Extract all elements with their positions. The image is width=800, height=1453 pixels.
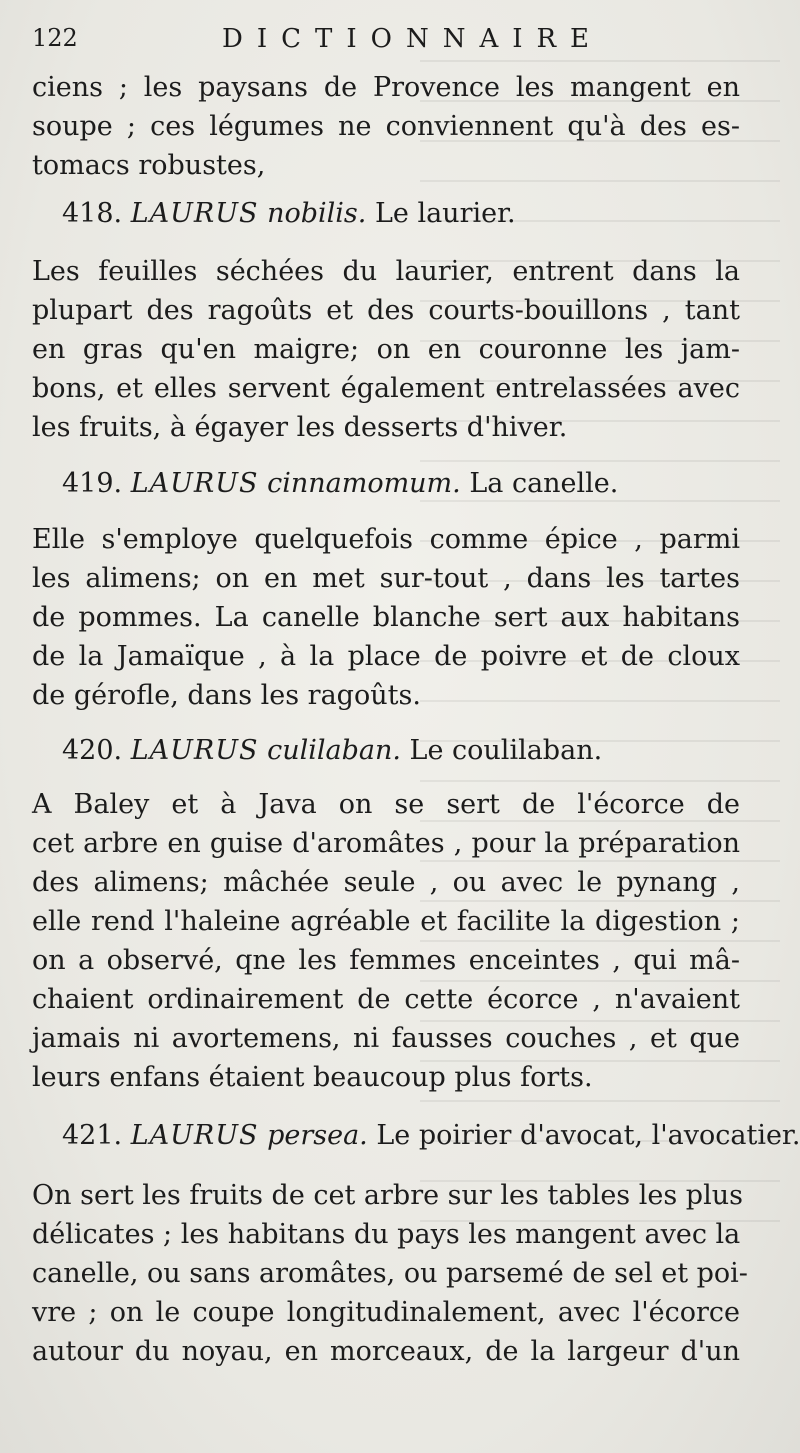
paragraph-line: les fruits, à égayer les desserts d'hiver. xyxy=(32,412,568,443)
entry-genus: LAURUS xyxy=(130,735,259,766)
paragraph-line: A Baley et à Java on se sert de l'écorce de xyxy=(32,789,740,820)
entry-genus: LAURUS xyxy=(130,198,259,229)
entry-heading-421 xyxy=(62,1120,800,1151)
entry-species: persea. xyxy=(267,1120,368,1151)
entry-common-name: Le coulilaban. xyxy=(409,735,603,766)
paragraph-line: les alimens; on en met sur-tout , dans les tartes xyxy=(32,563,740,594)
entry-common-name: Le laurier. xyxy=(374,198,516,229)
paragraph-line: canelle, ou sans aromâtes, ou parsemé de sel et poi- xyxy=(32,1258,748,1289)
entry-body-418 xyxy=(32,252,740,447)
entry-number: 420. xyxy=(62,735,123,766)
entry-number: 418. xyxy=(62,198,123,229)
entry-genus: LAURUS xyxy=(130,468,259,499)
paragraph-line: ciens ; les paysans de Provence les mangent en xyxy=(32,72,740,103)
page-header xyxy=(32,24,760,64)
entry-body-419 xyxy=(32,520,740,715)
paragraph-line: vre ; on le coupe longitudinalement, avec l'écorce xyxy=(32,1297,740,1328)
paragraph-line: Elle s'employe quelquefois comme épice , parmi xyxy=(32,524,740,555)
paragraph-line: autour du noyau, en morceaux, de la largeur d'un xyxy=(32,1336,740,1367)
paragraph-line: elle rend l'haleine agréable et facilite la digestion ; xyxy=(32,906,740,937)
intro-paragraph xyxy=(32,68,740,185)
entry-species: nobilis. xyxy=(267,198,367,229)
paragraph-line: de pommes. La canelle blanche sert aux habitans xyxy=(32,602,740,633)
paragraph-line: chaient ordinairement de cette écorce , n'avaient xyxy=(32,984,740,1015)
paragraph-line: délicates ; les habitans du pays les mangent avec la xyxy=(32,1219,741,1250)
paragraph-line: soupe ; ces légumes ne conviennent qu'à des es- xyxy=(32,111,740,142)
paragraph-line: Les feuilles séchées du laurier, entrent dans la xyxy=(32,256,740,287)
paragraph-line: des alimens; mâchée seule , ou avec le pynang , xyxy=(32,867,740,898)
entry-body-420 xyxy=(32,785,740,1097)
paragraph-line: cet arbre en guise d'aromâtes , pour la préparation xyxy=(32,828,740,859)
entry-species: culilaban. xyxy=(267,735,401,766)
paragraph-line: de la Jamaïque , à la place de poivre et de cloux xyxy=(32,641,740,672)
entry-common-name: Le poirier d'avocat, l'avocatier. xyxy=(376,1120,800,1151)
entry-number: 419. xyxy=(62,468,123,499)
paragraph-line: leurs enfans étaient beaucoup plus forts. xyxy=(32,1062,593,1093)
running-head: DICTIONNAIRE xyxy=(222,24,604,54)
entry-body-421 xyxy=(32,1176,748,1371)
entry-heading-418 xyxy=(62,198,516,229)
page-number: 122 xyxy=(32,24,78,52)
entry-common-name: La canelle. xyxy=(469,468,619,499)
entry-heading-420 xyxy=(62,735,602,766)
entry-species: cinnamomum. xyxy=(267,468,461,499)
entry-heading-419 xyxy=(62,468,618,499)
paragraph-line: jamais ni avortemens, ni fausses couches , et que xyxy=(32,1023,740,1054)
paragraph-line: de gérofle, dans les ragoûts. xyxy=(32,680,421,711)
paragraph-line: on a observé, qne les femmes enceintes , qui mâ- xyxy=(32,945,740,976)
entry-number: 421. xyxy=(62,1120,123,1151)
paragraph-line: tomacs robustes, xyxy=(32,150,266,181)
paragraph-line: bons, et elles servent également entrelassées avec xyxy=(32,373,740,404)
paragraph-line: en gras qu'en maigre; on en couronne les jam- xyxy=(32,334,740,365)
paragraph-line: plupart des ragoûts et des courts-bouillons , tant xyxy=(32,295,740,326)
entry-genus: LAURUS xyxy=(130,1120,259,1151)
paragraph-line: On sert les fruits de cet arbre sur les tables les plus xyxy=(32,1180,743,1211)
